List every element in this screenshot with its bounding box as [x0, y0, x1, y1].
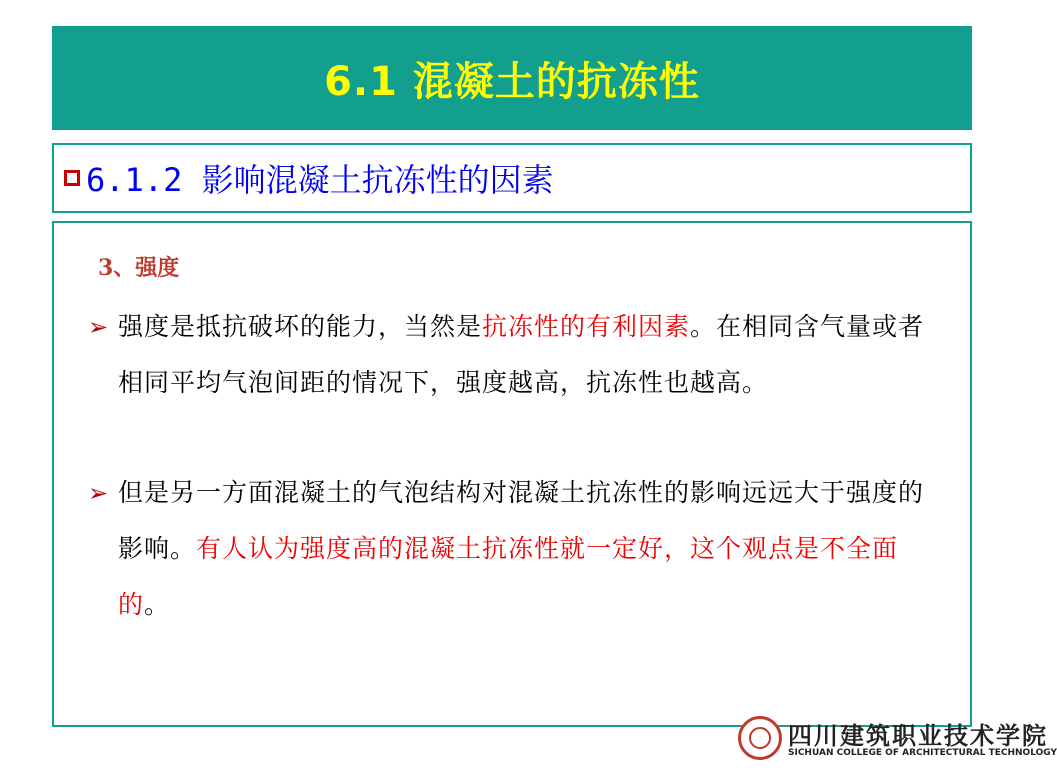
title-bar	[52, 26, 972, 130]
arrow-bullet-icon: ➢	[88, 479, 110, 507]
bullet-2-tail: 。	[144, 590, 171, 619]
bullet-1-tail: 。在相同含气量或者相同平均气泡间距的情况下，强度越高，抗冻性也越高。	[118, 312, 925, 397]
college-logo	[736, 712, 1057, 766]
college-emblem-icon	[738, 716, 782, 760]
bullet-paragraph-1	[88, 299, 948, 411]
square-bullet-icon	[64, 170, 80, 186]
bullet-1-text: 强度是抵抗破坏的能力，当然是	[118, 312, 483, 341]
section-heading: 3、强度	[98, 255, 180, 281]
subheading: 6.1.2 影响混凝土抗冻性的因素	[86, 161, 554, 199]
bullet-paragraph-2	[88, 465, 948, 633]
arrow-bullet-icon: ➢	[88, 313, 110, 341]
subheading-box	[52, 143, 972, 213]
college-name-chinese: 四川建筑职业技术学院	[788, 721, 1048, 750]
slide-title: 6.1 混凝土的抗冻性	[324, 58, 700, 105]
bullet-1-highlight: 抗冻性的有利因素	[482, 312, 691, 341]
bullet-2-highlight: 有人认为强度高的混凝土抗冻性就一定好，这个观点是不全面的	[118, 534, 899, 619]
college-name-english: SICHUAN COLLEGE OF ARCHITECTURAL TECHNOLOGY	[788, 748, 1057, 758]
content-box	[52, 221, 972, 727]
bullet-2-text: 但是另一方面混凝土的气泡结构对混凝土抗冻性的影响远远大于强度的影响。	[118, 478, 925, 563]
